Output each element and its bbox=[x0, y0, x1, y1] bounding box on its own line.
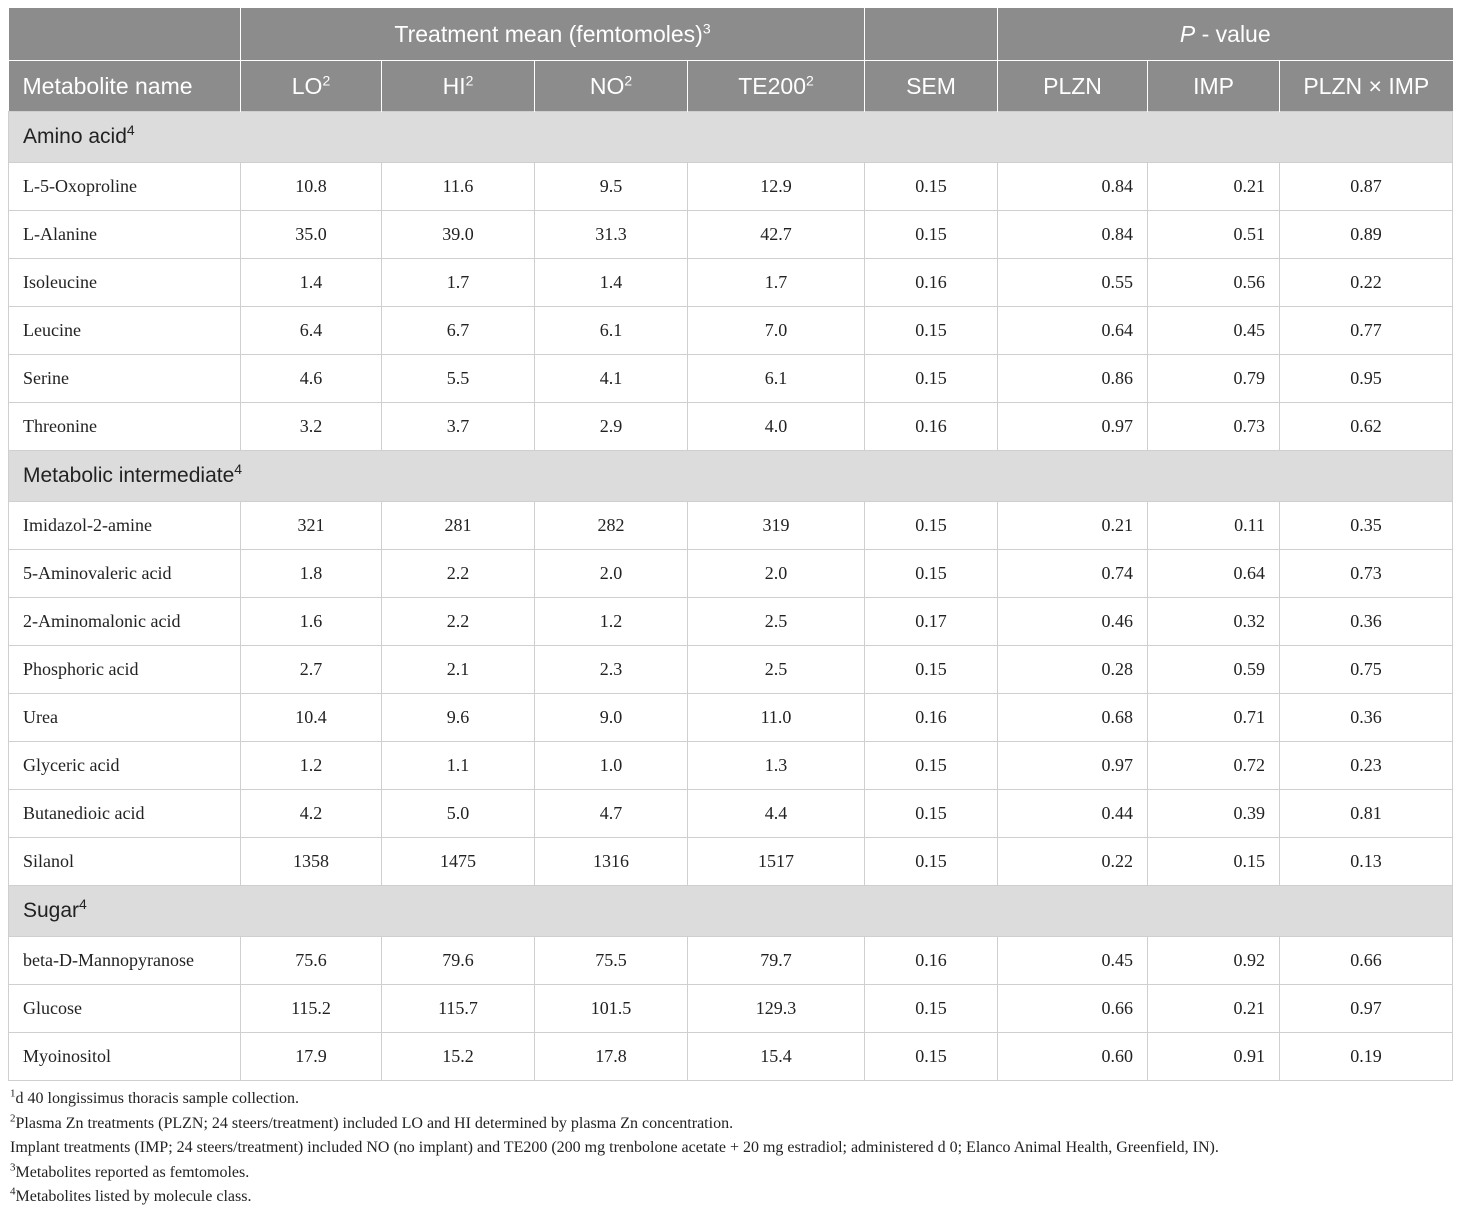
cell-lo: 3.2 bbox=[241, 403, 382, 451]
cell-plzn: 0.97 bbox=[998, 403, 1148, 451]
metabolite-name-cell: 5-Aminovaleric acid bbox=[9, 550, 241, 598]
cell-te200: 2.0 bbox=[688, 550, 865, 598]
cell-imp: 0.21 bbox=[1148, 163, 1280, 211]
table-container bbox=[8, 8, 1452, 1210]
cell-plzn: 0.55 bbox=[998, 259, 1148, 307]
group-label bbox=[9, 112, 1453, 163]
cell-te200: 11.0 bbox=[688, 694, 865, 742]
metabolite-name-cell: Butanedioic acid bbox=[9, 790, 241, 838]
cell-no: 4.1 bbox=[535, 355, 688, 403]
cell-no: 9.0 bbox=[535, 694, 688, 742]
cell-hi: 1.7 bbox=[382, 259, 535, 307]
cell-sem: 0.17 bbox=[865, 598, 998, 646]
cell-imp: 0.15 bbox=[1148, 838, 1280, 886]
p-value-header: P - value bbox=[998, 8, 1453, 61]
metabolite-name-cell: Imidazol-2-amine bbox=[9, 502, 241, 550]
cell-te200: 129.3 bbox=[688, 985, 865, 1033]
cell-imp: 0.92 bbox=[1148, 937, 1280, 985]
cell-plzn-imp: 0.73 bbox=[1280, 550, 1453, 598]
cell-sem: 0.15 bbox=[865, 985, 998, 1033]
cell-imp: 0.45 bbox=[1148, 307, 1280, 355]
footnotes bbox=[8, 1087, 1452, 1210]
table-row bbox=[9, 307, 1453, 355]
cell-lo: 1.2 bbox=[241, 742, 382, 790]
metabolite-name-cell: L-Alanine bbox=[9, 211, 241, 259]
cell-plzn-imp: 0.19 bbox=[1280, 1033, 1453, 1081]
table-row bbox=[9, 598, 1453, 646]
cell-no: 2.0 bbox=[535, 550, 688, 598]
cell-imp: 0.56 bbox=[1148, 259, 1280, 307]
col-hi: $HI^2$ bbox=[382, 61, 535, 112]
cell-hi: 5.5 bbox=[382, 355, 535, 403]
cell-hi: 11.6 bbox=[382, 163, 535, 211]
cell-te200: 12.9 bbox=[688, 163, 865, 211]
cell-te200: 319 bbox=[688, 502, 865, 550]
table-row bbox=[9, 742, 1453, 790]
footnote-text: Metabolites listed by molecule class. bbox=[15, 1188, 252, 1205]
cell-lo: 6.4 bbox=[241, 307, 382, 355]
cell-lo: 321 bbox=[241, 502, 382, 550]
cell-plzn-imp: 0.23 bbox=[1280, 742, 1453, 790]
cell-hi: 79.6 bbox=[382, 937, 535, 985]
footnote-text: Plasma Zn treatments (PLZN; 24 steers/treatment) included LO and HI determined by plasma Zn concentration. bbox=[15, 1114, 734, 1132]
cell-imp: 0.21 bbox=[1148, 985, 1280, 1033]
cell-plzn-imp: 0.81 bbox=[1280, 790, 1453, 838]
cell-imp: 0.73 bbox=[1148, 403, 1280, 451]
cell-hi: 15.2 bbox=[382, 1033, 535, 1081]
footnote bbox=[10, 1185, 1452, 1210]
footnote-text: Implant treatments (IMP; 24 steers/treatment) included NO (no implant) and TE200 (200 mg trenbolone acetate + 20 mg estradiol; administered d 0; Elanco Animal Health, Greenfield, IN). bbox=[10, 1139, 1219, 1156]
metabolite-name-cell: L-5-Oxoproline bbox=[9, 163, 241, 211]
group-row bbox=[9, 451, 1453, 502]
cell-no: 4.7 bbox=[535, 790, 688, 838]
cell-plzn-imp: 0.62 bbox=[1280, 403, 1453, 451]
cell-te200: 1.3 bbox=[688, 742, 865, 790]
group-row bbox=[9, 112, 1453, 163]
cell-sem: 0.15 bbox=[865, 307, 998, 355]
metabolite-name-cell: Phosphoric acid bbox=[9, 646, 241, 694]
group-label-sup: 4 bbox=[234, 461, 243, 477]
cell-sem: 0.15 bbox=[865, 355, 998, 403]
cell-te200: 15.4 bbox=[688, 1033, 865, 1081]
col-imp: IMP bbox=[1148, 61, 1280, 112]
table-row bbox=[9, 163, 1453, 211]
table-body bbox=[9, 112, 1453, 1081]
table-row bbox=[9, 838, 1453, 886]
cell-sem: 0.15 bbox=[865, 163, 998, 211]
cell-lo: 4.2 bbox=[241, 790, 382, 838]
col-sem: SEM bbox=[865, 61, 998, 112]
cell-hi: 1.1 bbox=[382, 742, 535, 790]
group-label-text: Metabolic intermediate bbox=[23, 464, 235, 487]
cell-plzn: 0.84 bbox=[998, 163, 1148, 211]
cell-plzn-imp: 0.13 bbox=[1280, 838, 1453, 886]
table-row bbox=[9, 355, 1453, 403]
cell-no: 17.8 bbox=[535, 1033, 688, 1081]
cell-te200: 42.7 bbox=[688, 211, 865, 259]
cell-te200: 1.7 bbox=[688, 259, 865, 307]
cell-lo: 75.6 bbox=[241, 937, 382, 985]
group-label-sup: 4 bbox=[126, 122, 135, 138]
cell-sem: 0.16 bbox=[865, 259, 998, 307]
metabolite-name-cell: beta-D-Mannopyranose bbox=[9, 937, 241, 985]
cell-no: 2.3 bbox=[535, 646, 688, 694]
footnote-marker: 4 bbox=[10, 1185, 16, 1198]
col-lo: $LO^2$ bbox=[241, 61, 382, 112]
cell-plzn-imp: 0.36 bbox=[1280, 694, 1453, 742]
cell-plzn: 0.97 bbox=[998, 742, 1148, 790]
cell-hi: 115.7 bbox=[382, 985, 535, 1033]
cell-no: 1.2 bbox=[535, 598, 688, 646]
metabolite-name-cell: Isoleucine bbox=[9, 259, 241, 307]
cell-imp: 0.91 bbox=[1148, 1033, 1280, 1081]
cell-plzn-imp: 0.77 bbox=[1280, 307, 1453, 355]
cell-no: 1.0 bbox=[535, 742, 688, 790]
cell-sem: 0.15 bbox=[865, 211, 998, 259]
footnote bbox=[10, 1087, 1452, 1112]
cell-hi: 281 bbox=[382, 502, 535, 550]
cell-sem: 0.15 bbox=[865, 742, 998, 790]
cell-plzn: 0.64 bbox=[998, 307, 1148, 355]
cell-sem: 0.15 bbox=[865, 502, 998, 550]
cell-sem: 0.15 bbox=[865, 646, 998, 694]
cell-te200: 2.5 bbox=[688, 598, 865, 646]
cell-no: 282 bbox=[535, 502, 688, 550]
col-metabolite-name: Metabolite name bbox=[9, 61, 241, 112]
cell-no: 75.5 bbox=[535, 937, 688, 985]
col-no: $NO^2$ bbox=[535, 61, 688, 112]
group-label-text: Amino acid bbox=[23, 125, 127, 148]
cell-plzn: 0.74 bbox=[998, 550, 1148, 598]
metabolite-name-cell: Glucose bbox=[9, 985, 241, 1033]
cell-imp: 0.72 bbox=[1148, 742, 1280, 790]
cell-imp: 0.39 bbox=[1148, 790, 1280, 838]
treatment-mean-header: Treatment mean (femtomoles)$^3$ bbox=[241, 8, 865, 61]
table-row bbox=[9, 502, 1453, 550]
cell-lo: 2.7 bbox=[241, 646, 382, 694]
table-row bbox=[9, 985, 1453, 1033]
footnote-marker: 3 bbox=[10, 1161, 16, 1174]
footnote bbox=[10, 1112, 1452, 1137]
table-row bbox=[9, 259, 1453, 307]
cell-plzn-imp: 0.22 bbox=[1280, 259, 1453, 307]
cell-no: 1316 bbox=[535, 838, 688, 886]
cell-sem: 0.16 bbox=[865, 937, 998, 985]
cell-imp: 0.79 bbox=[1148, 355, 1280, 403]
header-row-top bbox=[9, 8, 1453, 61]
cell-lo: 35.0 bbox=[241, 211, 382, 259]
footnote-marker: 1 bbox=[10, 1087, 16, 1100]
metabolite-name-cell: Myoinositol bbox=[9, 1033, 241, 1081]
cell-plzn-imp: 0.36 bbox=[1280, 598, 1453, 646]
table-row bbox=[9, 1033, 1453, 1081]
cell-no: 9.5 bbox=[535, 163, 688, 211]
cell-hi: 3.7 bbox=[382, 403, 535, 451]
cell-hi: 2.2 bbox=[382, 598, 535, 646]
cell-plzn-imp: 0.97 bbox=[1280, 985, 1453, 1033]
cell-sem: 0.15 bbox=[865, 550, 998, 598]
cell-lo: 1358 bbox=[241, 838, 382, 886]
table-row bbox=[9, 550, 1453, 598]
footnote-text: d 40 longissimus thoracis sample collection. bbox=[15, 1090, 300, 1107]
cell-no: 1.4 bbox=[535, 259, 688, 307]
cell-lo: 17.9 bbox=[241, 1033, 382, 1081]
cell-hi: 6.7 bbox=[382, 307, 535, 355]
cell-te200: 1517 bbox=[688, 838, 865, 886]
metabolite-name-cell: Urea bbox=[9, 694, 241, 742]
cell-lo: 10.8 bbox=[241, 163, 382, 211]
cell-plzn: 0.46 bbox=[998, 598, 1148, 646]
cell-plzn: 0.84 bbox=[998, 211, 1148, 259]
cell-plzn: 0.68 bbox=[998, 694, 1148, 742]
table-row bbox=[9, 403, 1453, 451]
cell-sem: 0.16 bbox=[865, 403, 998, 451]
cell-hi: 1475 bbox=[382, 838, 535, 886]
group-label bbox=[9, 886, 1453, 937]
metabolite-name-cell: Threonine bbox=[9, 403, 241, 451]
cell-lo: 115.2 bbox=[241, 985, 382, 1033]
cell-no: 101.5 bbox=[535, 985, 688, 1033]
cell-hi: 2.1 bbox=[382, 646, 535, 694]
footnote bbox=[10, 1136, 1452, 1161]
cell-plzn: 0.45 bbox=[998, 937, 1148, 985]
group-label-sup: 4 bbox=[79, 896, 87, 912]
cell-no: 2.9 bbox=[535, 403, 688, 451]
cell-lo: 1.8 bbox=[241, 550, 382, 598]
cell-te200: 7.0 bbox=[688, 307, 865, 355]
table-row bbox=[9, 211, 1453, 259]
cell-lo: 1.6 bbox=[241, 598, 382, 646]
cell-plzn: 0.44 bbox=[998, 790, 1148, 838]
group-label bbox=[9, 451, 1453, 502]
table-row bbox=[9, 937, 1453, 985]
cell-plzn: 0.60 bbox=[998, 1033, 1148, 1081]
cell-plzn: 0.86 bbox=[998, 355, 1148, 403]
cell-te200: 4.0 bbox=[688, 403, 865, 451]
cell-te200: 2.5 bbox=[688, 646, 865, 694]
cell-hi: 9.6 bbox=[382, 694, 535, 742]
cell-sem: 0.15 bbox=[865, 1033, 998, 1081]
cell-plzn-imp: 0.95 bbox=[1280, 355, 1453, 403]
col-te200: $TE200^2$ bbox=[688, 61, 865, 112]
cell-hi: 5.0 bbox=[382, 790, 535, 838]
cell-plzn-imp: 0.87 bbox=[1280, 163, 1453, 211]
cell-plzn-imp: 0.89 bbox=[1280, 211, 1453, 259]
cell-imp: 0.32 bbox=[1148, 598, 1280, 646]
cell-plzn: 0.21 bbox=[998, 502, 1148, 550]
metabolite-table bbox=[8, 8, 1453, 1081]
header-row-columns bbox=[9, 61, 1453, 112]
metabolite-name-cell: 2-Aminomalonic acid bbox=[9, 598, 241, 646]
table-row bbox=[9, 694, 1453, 742]
cell-lo: 1.4 bbox=[241, 259, 382, 307]
cell-no: 31.3 bbox=[535, 211, 688, 259]
cell-sem: 0.16 bbox=[865, 694, 998, 742]
metabolite-name-cell: Silanol bbox=[9, 838, 241, 886]
cell-plzn: 0.28 bbox=[998, 646, 1148, 694]
cell-imp: 0.59 bbox=[1148, 646, 1280, 694]
group-row bbox=[9, 886, 1453, 937]
header-blank bbox=[9, 8, 241, 61]
cell-te200: 6.1 bbox=[688, 355, 865, 403]
col-plzn-imp: PLZN × IMP bbox=[1280, 61, 1453, 112]
metabolite-name-cell: Leucine bbox=[9, 307, 241, 355]
cell-imp: 0.51 bbox=[1148, 211, 1280, 259]
cell-plzn-imp: 0.35 bbox=[1280, 502, 1453, 550]
footnote-text: Metabolites reported as femtomoles. bbox=[15, 1163, 250, 1181]
cell-plzn-imp: 0.66 bbox=[1280, 937, 1453, 985]
cell-imp: 0.71 bbox=[1148, 694, 1280, 742]
cell-plzn: 0.66 bbox=[998, 985, 1148, 1033]
footnote bbox=[10, 1161, 1452, 1186]
cell-imp: 0.11 bbox=[1148, 502, 1280, 550]
metabolite-name-cell: Serine bbox=[9, 355, 241, 403]
cell-no: 6.1 bbox=[535, 307, 688, 355]
table-row bbox=[9, 790, 1453, 838]
col-plzn: PLZN bbox=[998, 61, 1148, 112]
cell-plzn: 0.22 bbox=[998, 838, 1148, 886]
header-blank-sem bbox=[865, 8, 998, 61]
group-label-text: Sugar bbox=[23, 899, 80, 922]
metabolite-name-cell: Glyceric acid bbox=[9, 742, 241, 790]
cell-hi: 2.2 bbox=[382, 550, 535, 598]
cell-lo: 10.4 bbox=[241, 694, 382, 742]
table-row bbox=[9, 646, 1453, 694]
cell-plzn-imp: 0.75 bbox=[1280, 646, 1453, 694]
cell-te200: 4.4 bbox=[688, 790, 865, 838]
cell-te200: 79.7 bbox=[688, 937, 865, 985]
footnote-marker: 2 bbox=[10, 1112, 16, 1125]
cell-hi: 39.0 bbox=[382, 211, 535, 259]
cell-imp: 0.64 bbox=[1148, 550, 1280, 598]
cell-sem: 0.15 bbox=[865, 838, 998, 886]
cell-sem: 0.15 bbox=[865, 790, 998, 838]
cell-lo: 4.6 bbox=[241, 355, 382, 403]
